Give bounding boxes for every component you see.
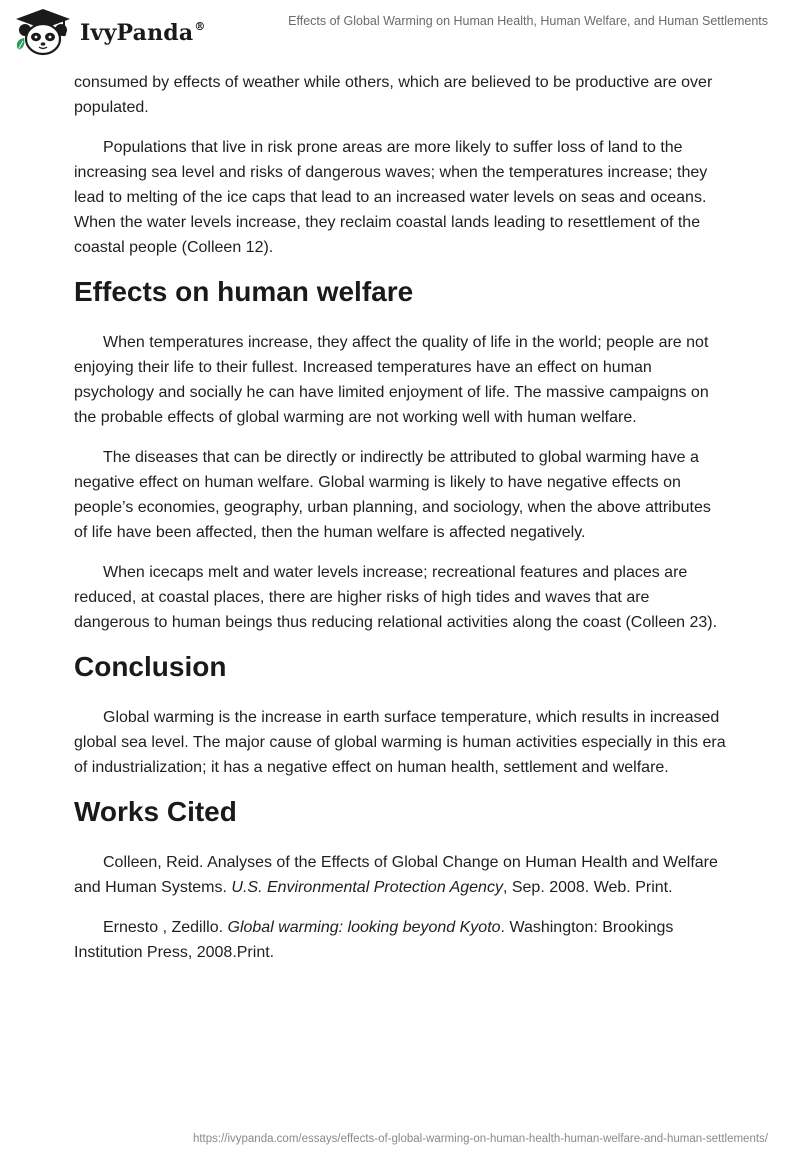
citation-entry: Colleen, Reid. Analyses of the Effects of Global Change on Human Health and Welfare and Human Systems. U.S. Environmental Protection Agency, Sep. 2008. Web. Print. (74, 854, 718, 896)
document-title: Effects of Global Warming on Human Health, Human Welfare, and Human Settlements (288, 14, 768, 28)
page-header (0, 0, 800, 66)
section-heading-welfare: Effects on human welfare (74, 276, 414, 307)
citation-entry: Ernesto , Zedillo. Global warming: looking beyond Kyoto. Washington: Brookings Institution Press, 2008.Print. (74, 919, 674, 961)
essay-body (74, 70, 726, 980)
panda-graduate-icon (12, 6, 74, 58)
brand-name: IvyPanda® (80, 20, 206, 46)
section-heading-conclusion: Conclusion (74, 651, 227, 682)
welfare-paragraph: The diseases that can be directly or indirectly be attributed to global warming have a negative effect on human welfare. Global warming is likely to have negative effects on people’s economies, geography, urban planning, and sociology, when the above attributes of life have been affected, then the human welfare is affected negatively. (74, 449, 711, 541)
source-url[interactable]: https://ivypanda.com/essays/effects-of-global-warming-on-human-health-human-welfare-and-human-settlements/ (192, 1133, 768, 1145)
settlement-paragraph: Populations that live in risk prone areas are more likely to suffer loss of land to the increasing sea level and risks of dangerous waves; when the temperatures increase; they lead to melting of the ice caps that lead to an increased water levels on seas and oceans. When the water levels increase, they reclaim coastal lands leading to resettlement of the coastal people (Colleen 12). (74, 139, 708, 256)
continued-paragraph: consumed by effects of weather while others, which are believed to be productive are over populated. (74, 74, 713, 116)
welfare-paragraph: When temperatures increase, they affect the quality of life in the world; people are not enjoying their life to their fullest. Increased temperatures have an effect on human psychology and socially he can have limited enjoyment of life. The massive campaigns on the probable effects of global warming are not working well with human welfare. (74, 334, 709, 426)
ivypanda-logo[interactable] (12, 6, 206, 58)
section-heading-works-cited: Works Cited (74, 796, 237, 827)
welfare-paragraph: When icecaps melt and water levels increase; recreational features and places are reduced, at coastal places, there are higher risks of high tides and waves that are dangerous to human beings thus reducing relational activities along the coast (Colleen 23). (74, 564, 718, 631)
conclusion-paragraph: Global warming is the increase in earth surface temperature, which results in increased global sea level. The major cause of global warming is human activities especially in this era of industrialization; it has a negative effect on human health, settlement and welfare. (74, 709, 726, 776)
